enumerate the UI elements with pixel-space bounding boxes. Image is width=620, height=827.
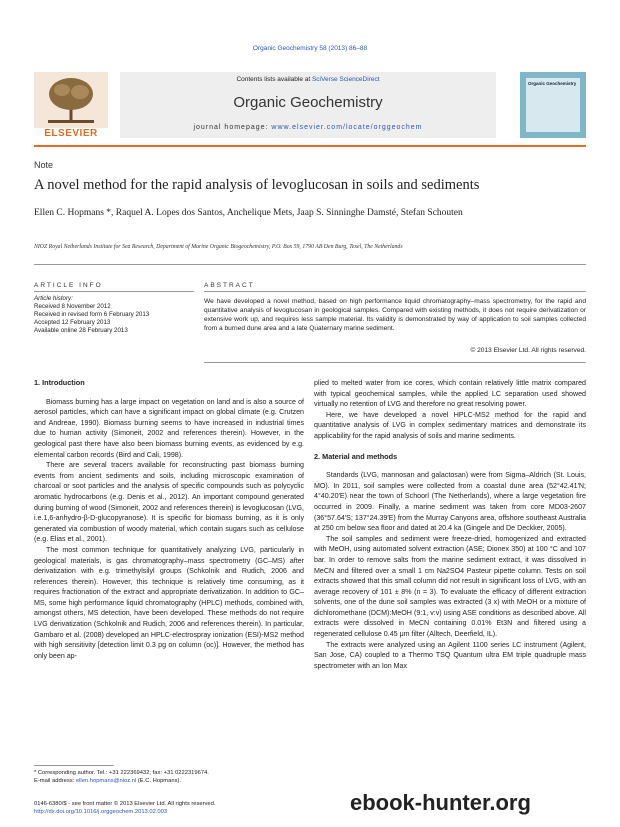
history-revised: Received in revised form 6 February 2013 bbox=[34, 311, 150, 318]
affiliation: NIOZ Royal Netherlands Institute for Sea Research, Department of Marine Organic Biogeochemistry, P.O. Box 59, 1790 AB Den Burg, Texel, The Netherlands bbox=[34, 244, 403, 250]
cover-title: Organic Geochemistry bbox=[528, 81, 577, 86]
article-type: Note bbox=[34, 160, 54, 170]
email-link[interactable]: ellen.hopmans@nioz.nl bbox=[75, 778, 137, 784]
publisher-logo-text: ELSEVIER bbox=[44, 128, 98, 139]
article-history bbox=[34, 295, 194, 335]
journal-reference[interactable]: Organic Geochemistry 58 (2013) 86–88 bbox=[252, 45, 368, 52]
info-divider bbox=[34, 291, 194, 292]
journal-header-box bbox=[120, 72, 496, 138]
abstract-text: We have developed a novel method, based on high performance liquid chromatography–mass spectrometry, for the rapid and quantitative analysis of levoglucosan in geological samples. Compared with existing methods, it does not require derivatization or extensive work up, and requires less sample material. Its validity is demonstrated by way of application to soil samples collected from a burned dune area and a late Quaternary marine sediment. bbox=[204, 298, 586, 332]
history-online: Available online 28 February 2013 bbox=[34, 327, 128, 334]
intro-paragraph-2: There are several tracers available for reconstructing past biomass burning events from ancient sediments and soils, including microscopic examination of charcoal or soot particles and the analysis of specific compounds such as polycyclic aromatic hydrocarbons (e.g. Denis et al., 2012). An important compound generated during burning of wood (Simoneit, 2002 and references therein) is levoglucosan (LVG, i.e.1,6-anhydro-β-D-glucopyranose). It is specific for biomass burning, as it is only generated via combustion of woody material, which contain sugars such as cellulose (e.g. Elias et al., 2001). bbox=[34, 461, 304, 544]
footnote-divider bbox=[34, 765, 114, 766]
article-title: A novel method for the rapid analysis of levoglucosan in soils and sediments bbox=[34, 177, 480, 193]
corresponding-author: * Corresponding author. Tel.: +31 222369432; fax: +31 0222319674. bbox=[34, 770, 209, 776]
journal-cover-thumbnail bbox=[520, 72, 586, 138]
email-suffix: (E.C. Hopmans). bbox=[136, 778, 182, 784]
contents-line bbox=[120, 76, 496, 83]
copyright-notice: © 2013 Elsevier Ltd. All rights reserved. bbox=[470, 347, 586, 354]
methods-paragraph-1: Standards (LVG, mannosan and galactosan) were from Sigma–Aldrich (St. Louis, MO). In 2011, soil samples were collected from a coastal dune area (52°42.41′N; 4°40.20′E) near the town of Schoorl (The Netherlands), where a large vegetation fire occurred in 2009. Finally, a marine sediment was taken from core MD03-2607 (36°57.64′S; 137°24.39′E) from the Murray Canyons area, offshore southeast Australia at 250 cm below sea floor and dated at 20.4 ka (Gingele and De Deckker, 2005). bbox=[314, 471, 586, 533]
abstract-divider bbox=[204, 291, 586, 292]
section-introduction-title: 1. Introduction bbox=[34, 378, 85, 387]
methods-paragraph-3: The extracts were analyzed using an Agilent 1100 series LC instrument (Agilent, San Jose, CA) coupled to a Thermo TSQ Quantum ultra EM triple quadruple mass spectrometer with an Ion Max bbox=[314, 640, 586, 670]
corresponding-footnote bbox=[34, 769, 314, 785]
contents-prefix: Contents lists available at bbox=[236, 76, 312, 83]
watermark-text: ebook-hunter.org bbox=[350, 790, 531, 815]
article-info-header: ARTICLE INFO bbox=[34, 282, 103, 289]
sciencedirect-link[interactable]: SciVerse ScienceDirect bbox=[311, 76, 380, 83]
email-line bbox=[34, 777, 314, 785]
issn-block bbox=[34, 800, 314, 816]
author-list: Ellen C. Hopmans *, Raquel A. Lopes dos Santos, Anchelique Mets, Jaap S. Sinninghe Damsté, Stefan Schouten bbox=[34, 208, 463, 218]
journal-homepage bbox=[120, 124, 496, 131]
intro-paragraph-4: Here, we have developed a novel HPLC-MS2 method for the rapid and quantitative analysis of LVG in complex sedimentary matrices and demonstrate its applicability for the rapid analysis of soils and marine sediments. bbox=[314, 410, 586, 440]
section-methods-title: 2. Material and methods bbox=[314, 451, 398, 461]
history-received: Received 8 November 2012 bbox=[34, 303, 111, 310]
history-accepted: Accepted 12 February 2013 bbox=[34, 319, 111, 326]
intro-paragraph-3-cont: plied to melted water from ice cores, which contain relatively little matrix compared with typical geochemical samples, while the applied LC separation used showed virtually no retention of LVG and therefore no great resolving power. bbox=[314, 379, 586, 409]
right-column bbox=[314, 378, 586, 671]
journal-title: Organic Geochemistry bbox=[233, 94, 383, 111]
abstract-bottom-divider bbox=[204, 362, 586, 363]
info-top-divider bbox=[34, 264, 586, 265]
methods-paragraph-2: The soil samples and sediment were freeze-dried, homogenized and extracted with MeOH, using automated solvent extraction (ASE; Dionex 350) at 100 °C and 107 bar. In order to remove salts from the marine sediment extract, it was dissolved in MeCN and filtered over a small 1 cm Na2SO4 Pasteur pipette column. Tests on soil extracts showed that this small column did not result in significant loss of LVG, with an average recovery of 101 ± 8% (n = 3). To evaluate the efficacy of different extraction solvents, one of the dune soil samples was extracted (3 x) with MeOH or a mixture of dichloromethane (DCM):MeOH (9:1, v:v) using ASE conditions as described above. All extracts were dissolved in MeCN containing 0.01% Et3N and filtered using a regenerated cellulose 0.45 μm filter (Alltech, Deerfield, IL). bbox=[314, 534, 586, 639]
header-divider bbox=[34, 145, 586, 147]
homepage-prefix: journal homepage: bbox=[193, 124, 272, 131]
intro-paragraph-3: The most common technique for quantitatively analyzing LVG, particularly in geological materials, is gas chromatography–mass spectrometry (GC–MS) after derivatization with e.g. trimethylsilyl groups (Schkolnik and Rudich, 2006 and references therein). However, this technique is relatively time consuming, as it requires fractionation of the extract and appropriate derivatization. In addition to GC–MS, some high performance liquid chromatography (HPLC) methods, combined with, amongst others, MS detection, have been developed. These methods do not require LVG derivatization (Schkolnik and Rudich, 2006 and references therein). In particular, Gambaro et al. (2008) developed an HPLC-electrospray ionization (ESI)-MS2 method with high sensitivity [detection limit 0.3 pg on column (oc)]. However, the method has only been ap- bbox=[34, 545, 304, 660]
history-label: Article history: bbox=[34, 295, 73, 302]
abstract-header: ABSTRACT bbox=[204, 282, 255, 289]
left-column bbox=[34, 378, 304, 661]
cover-panel bbox=[526, 78, 580, 132]
homepage-link[interactable]: www.elsevier.com/locate/orggeochem bbox=[271, 124, 423, 131]
issn-line: 0146-6380/$ - see front matter © 2013 Elsevier Ltd. All rights reserved. bbox=[34, 801, 216, 807]
intro-paragraph-1: Biomass burning has a large impact on vegetation on land and is also a source of aerosol particles, which can have a significant impact on global climate (e.g. Crutzen and Andreae, 1990). Biomass burning seems to have increased in industrial times due to human activity (Simoneit, 2002 and references therein). However, in the geological past there have also been biomass burning events, as evidenced by e.g. elemental carbon records (Bird and Cali, 1998). bbox=[34, 397, 304, 459]
email-prefix: E-mail address: bbox=[34, 778, 76, 784]
doi-link[interactable]: http://dx.doi.org/10.1016/j.orggeochem.2013.02.003 bbox=[34, 809, 168, 815]
journal-banner bbox=[34, 72, 586, 142]
